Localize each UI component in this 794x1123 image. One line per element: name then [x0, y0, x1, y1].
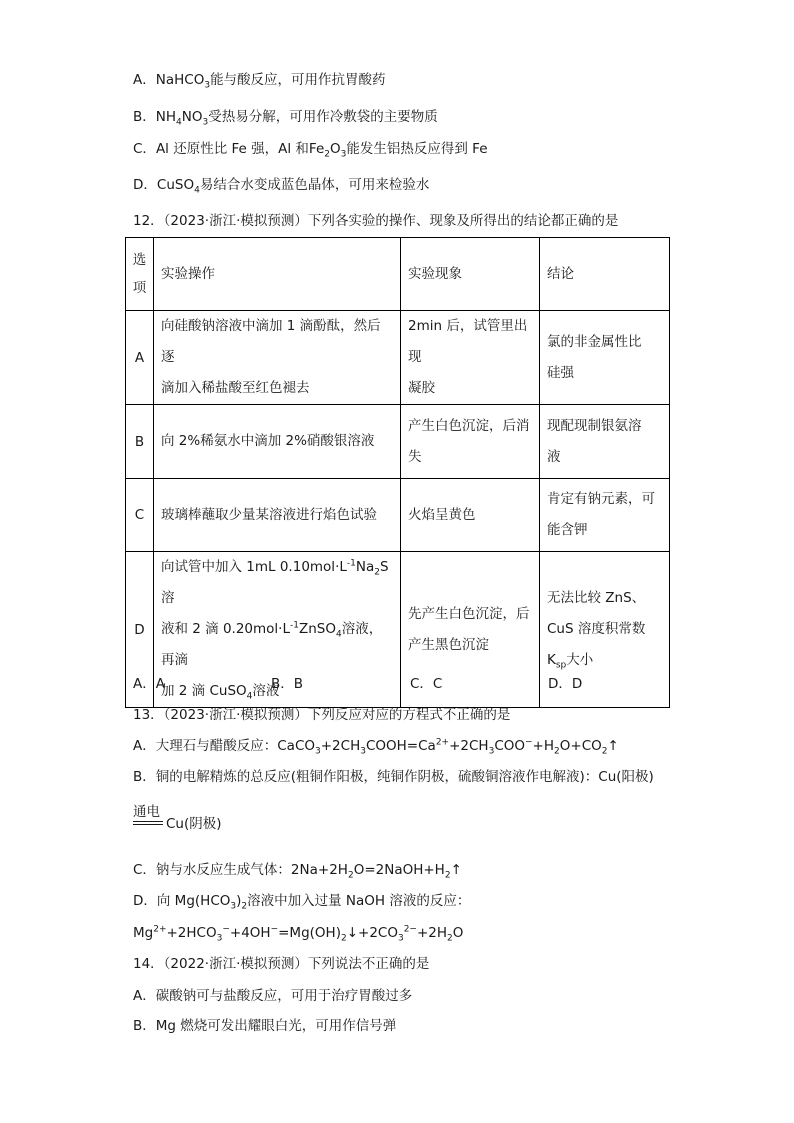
- row-conclusion: 肯定有钠元素，可 能含钾: [540, 479, 670, 552]
- q11-option-a: A．NaHCO$_3$能与酸反应，可用作抗胃酸药: [133, 72, 386, 91]
- table-row: [126, 405, 670, 479]
- header-conclusion: 结论: [540, 238, 670, 311]
- q11-option-c: C．Al 还原性比 Fe 强，Al 和$Fe_2O_3$能发生铝热反应得到 Fe: [133, 141, 488, 160]
- q14-option-a: A．碳酸钠可与盐酸反应，可用于治疗胃酸过多: [133, 988, 413, 1004]
- table-row: [126, 311, 670, 405]
- q13-option-a: A．大理石与醋酸反应：$CaCO_3+2CH_3COOH=Ca^{2+}+2CH_3COO^-+H_2O+CO_2↑$: [133, 737, 619, 757]
- q11-option-b: B．$NH_4NO_3$受热易分解，可用作冷敷袋的主要物质: [133, 109, 438, 128]
- row-option: D: [126, 552, 154, 708]
- q12-choices: [133, 674, 693, 694]
- row-phenomenon: 产生白色沉淀，后消 失: [401, 405, 540, 479]
- row-option: A: [126, 311, 154, 405]
- table-row: [126, 479, 670, 552]
- row-phenomenon: 2min 后，试管里出现 凝胶: [401, 311, 540, 405]
- choice-a: A．A: [133, 676, 165, 692]
- row-phenomenon: 先产生白色沉淀，后 产生黑色沉淀: [401, 552, 540, 708]
- choice-b: B．B: [271, 676, 304, 692]
- q13-stem: 13．（2023·浙江·模拟预测）下列反应对应的方程式不正确的是: [133, 707, 511, 723]
- row-phenomenon: 火焰呈黄色: [401, 479, 540, 552]
- row-conclusion: 现配现制银氨溶 液: [540, 405, 670, 479]
- q14-stem: 14．（2022·浙江·模拟预测）下列说法不正确的是: [133, 956, 430, 972]
- table-header-row: [126, 238, 670, 311]
- header-option: 选 项: [126, 238, 154, 311]
- row-option: C: [126, 479, 154, 552]
- row-option: B: [126, 405, 154, 479]
- q12-stem: 12．（2023·浙江·模拟预测）下列各实验的操作、现象及所得出的结论都正确的是: [133, 213, 619, 229]
- header-phenomenon: 实验现象: [401, 238, 540, 311]
- q13-option-d-line1: D．向 $Mg(HCO_3)_2$溶液中加入过量 NaOH 溶液的反应：: [133, 893, 471, 912]
- row-conclusion: 无法比较 ZnS、 CuS 溶度积常数 $K_{sp}$大小: [540, 552, 670, 708]
- row-operation: 向试管中加入 1mL $0.10mol\cdot L^{-1}Na_2S$ 溶 液和 2 滴 $0.20mol\cdot L^{-1}ZnSO_4$溶液，再滴 加 2 滴 CuSO$_4$溶液: [154, 552, 401, 708]
- electrolysis-condition: 通电: [133, 804, 165, 824]
- choice-c: C．C: [410, 676, 443, 692]
- header-operation: 实验操作: [154, 238, 401, 311]
- q12-table: [125, 237, 670, 708]
- q13-option-d-line2: $Mg^{2+}+2HCO_3^-+4OH^-=Mg(OH)_2↓+2CO_3^{2-}+2H_2O$: [133, 924, 464, 944]
- row-conclusion: 氯的非金属性比 硅强: [540, 311, 670, 405]
- row-operation: 玻璃棒蘸取少量某溶液进行焰色试验: [154, 479, 401, 552]
- q14-option-b: B．Mg 燃烧可发出耀眼白光，可用作信号弹: [133, 1018, 397, 1034]
- q13-option-b-line1: B．铜的电解精炼的总反应(粗铜作阳极，纯铜作阴极，硫酸铜溶液作电解液)：Cu(阳极): [133, 769, 654, 785]
- q13-option-b-line2: Cu(阴极): [166, 816, 222, 832]
- q11-option-d: D．CuSO$_4$易结合水变成蓝色晶体，可用来检验水: [133, 177, 430, 196]
- choice-d: D．D: [548, 676, 583, 692]
- q13-option-c: C．钠与水反应生成气体：$2Na+2H_2O=2NaOH+H_2↑$: [133, 862, 462, 881]
- row-operation: 向硅酸钠溶液中滴加 1 滴酚酞，然后逐 滴加入稀盐酸至红色褪去: [154, 311, 401, 405]
- row-operation: 向 2%稀氨水中滴加 2%硝酸银溶液: [154, 405, 401, 479]
